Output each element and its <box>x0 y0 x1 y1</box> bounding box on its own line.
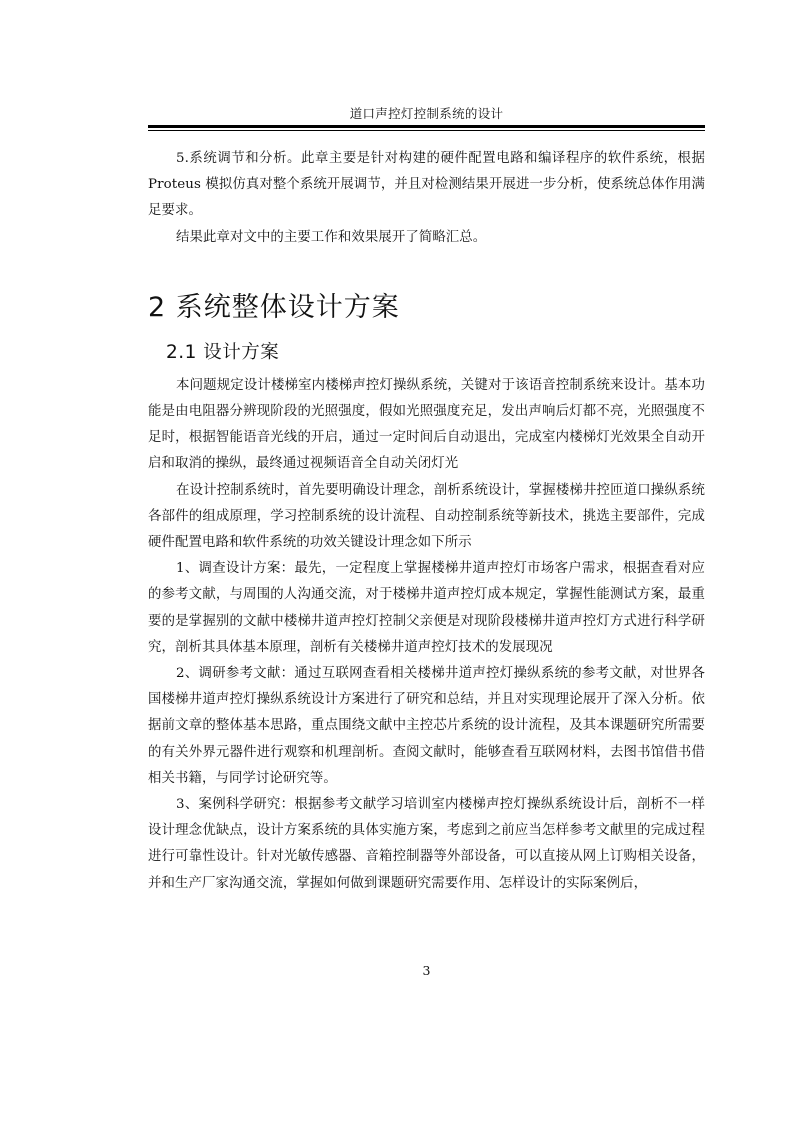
body-paragraph: 在设计控制系统时，首先要明确设计理念，剖析系统设计，掌握楼梯井控匝道口操纵系统各部件的组成原理，学习控制系统的设计流程、自动控制系统等新技术，挑选主要部件，完成硬件配置电路和软件系统的功效关键设计理念如下所示 <box>148 482 705 551</box>
body-paragraph: 5.系统调节和分析。此章主要是针对构建的硬件配置电路和编译程序的软件系统，根据Proteus 模拟仿真对整个系统开展调节，并且对检测结果开展进一步分析，使系统总体作用满足要求。 <box>148 151 705 219</box>
body-paragraph: 本问题规定设计楼梯室内楼梯声控灯操纵系统，关键对于该语音控制系统来设计。基本功能是由电阻器分辨现阶段的光照强度，假如光照强度充足，发出声响后灯都不亮，光照强度不足时，根据智能语音光线的开启，通过一定时间后自动退出，完成室内楼梯灯光效果全自动开启和取消的操纵，最终通过视频语音全自动关闭灯光 <box>148 377 705 472</box>
page-number: 3 <box>422 963 431 978</box>
body-paragraph: 1、调查设计方案：最先，一定程度上掌握楼梯井道声控灯市场客户需求，根据查看对应的参考文献，与周围的人沟通交流，对于楼梯井道声控灯成本规定，掌握性能测试方案，最重要的是掌握别的文献中楼梯井道声控灯控制父亲便是对现阶段楼梯井道声控灯方式进行科学研究，剖析其具体基本原理，剖析有关楼梯井道声控灯技术的发展现况 <box>148 561 705 655</box>
page-body <box>148 146 705 897</box>
body-paragraph: 结果此章对文中的主要工作和效果展开了简略汇总。 <box>176 229 487 245</box>
header-rule-thin <box>148 130 705 131</box>
body-paragraph: 3、案例科学研究：根据参考文献学习培训室内楼梯声控灯操纵系统设计后，剖析不一样设计理念优缺点，设计方案系统的具体实施方案，考虑到之前应当怎样参考文献里的完成过程进行可靠性设计。针对光敏传感器、音箱控制器等外部设备，可以直接从网上订购相关设备，并和生产厂家沟通交流，掌握如何做到课题研究需要作用、怎样设计的实际案例后， <box>148 797 705 891</box>
running-header: 道口声控灯控制系统的设计 <box>349 106 504 121</box>
body-paragraph: 2、调研参考文献：通过互联网查看相关楼梯井道声控灯操纵系统的参考文献，对世界各国楼梯井道声控灯操纵系统设计方案进行了研究和总结，并且对实现理论展开了深入分析。依据前文章的整体基本思路，重点围绕文献中主控芯片系统的设计流程，及其本课题研究所需要的有关外界元器件进行观察和机理剖析。查阅文献时，能够查看互联网材料，去图书馆借书借相关书籍，与同学讨论研究等。 <box>148 666 705 786</box>
section-heading: 2.1 设计方案 <box>166 341 280 363</box>
header-rule-thick <box>148 125 705 128</box>
chapter-heading: 2 系统整体设计方案 <box>148 291 400 323</box>
